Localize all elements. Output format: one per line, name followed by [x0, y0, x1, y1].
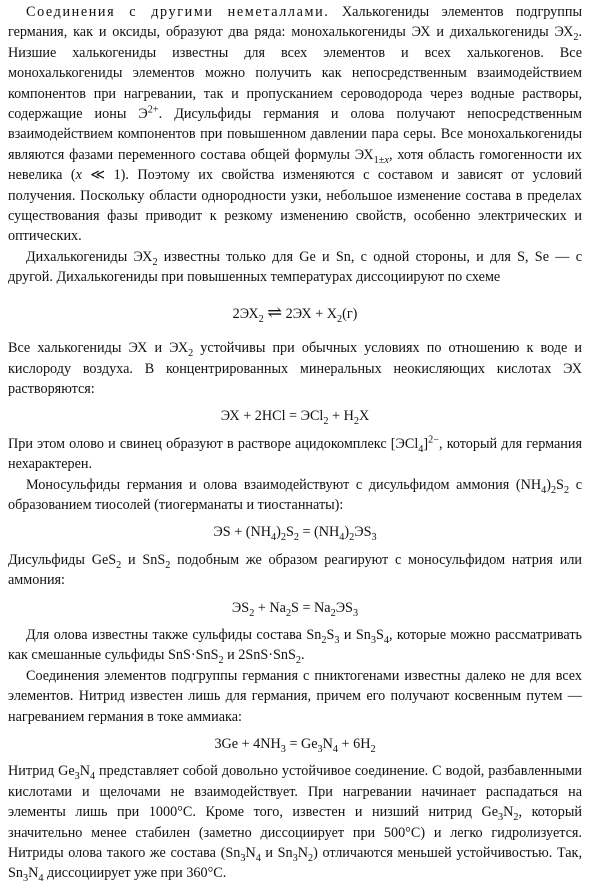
paragraph-chalcogenides	[8, 2, 582, 247]
paragraph-stability: Все халькогениды ЭХ и $ЭХ_2$ устойчивы при обычных условиях по отношению к воде и кислороду воздуха. В концентрированных минеральных неокисляющих кислотах ЭХ растворяются:	[8, 340, 582, 397]
paragraph-disulfides: Дисульфиды GeS$_2$ и SnS$_2$ подобным же образом реагируют с моносульфидом натрия или аммония:	[8, 551, 582, 589]
equation-dissociation: $2ЭХ_2$ ⇌ $2ЭХ + Х_2(г)$	[232, 301, 358, 325]
paragraph-chalcogenides-text: Халькогениды элементов подгруппы германия, как и оксиды, образуют два ряда: монохалькогениды ЭХ и дихалькогениды $ЭХ_2$. Низшие халькогениды известны для всех элементов и всех халькогенов. Все монохалькогениды элементов можно получить как непосредственным взаимодействием компонентов при нагревании, так и пропусканием сероводорода через водные растворы, содержащие ионы $Э^{2+}$. Дисульфиды германия и олова получают непосредственным взаимодействием компонентов при повышенном давлении пара серы. Все монохалькогениды являются фазами переменного состава общей формулы $ЭХ_{1\pm x}$, хотя область гомогенности их невелика (x ≪ 1). Поэтому их свойства изменяются с составом и зависят от условий получения. Поскольку области однородности узки, небольшое изменение состава в пределах существования фазы приводит к резкому изменению свойств, особенно электрических и оптических.	[8, 4, 583, 245]
paragraph-dichalcogenides: Дихалькогениды $ЭХ_2$ известны только для Ge и Sn, с одной стороны, и для S, Se — с другой. Дихалькогениды при повышенных температурах диссоциируют по схеме	[8, 248, 582, 286]
paragraph-thiosalts: Моносульфиды германия и олова взаимодействуют с дисульфидом аммония $(NH_4)_2S_2$ с образованием тиосолей (тиогерманаты и тиостаннаты):	[8, 476, 582, 513]
paragraph-pnictogens: Соединения элементов подгруппы германия с пниктогенами известны далеко не для всех элементов. Нитрид известен лишь для германия, причем его получают косвенным путем — нагреванием германия в токе аммиака:	[8, 667, 582, 725]
paragraph-tin-sulfides: Для олова известны также сульфиды состава $Sn_2S_3$ и $Sn_3S_4$, которые можно рассматривать как смешанные сульфиды SnS·SnS$_2$ и 2SnS·SnS$_2$.	[8, 626, 582, 667]
paragraph-nitride-properties: Нитрид $Ge_3N_4$ представляет собой довольно устойчивое соединение. С водой, разбавленными кислотами и щелочами не взаимодействует. При нагревании начинает распадаться на элементы лишь при 1000°C. Кроме того, известен и низший нитрид $Ge_3N_2$, который значительно менее стабилен (заметно диссоциирует при 500°C) и легко гидролизуется. Нитриды олова такого же состава ($Sn_3N_4$ и $Sn_3N_2$) отличаются меньшей устойчивостью. Так, $Sn_3N_4$ диссоциирует уже при 360°C.	[8, 763, 582, 884]
section-lead: Соединения с другими неметаллами.	[26, 4, 330, 20]
equation-nitride: $3Ge + 4NH_3 = Ge_3N_4 + 6H_2$	[214, 736, 376, 755]
equation-na2s: $ЭS_2 + Na_2S = Na_2ЭS_3$	[231, 599, 359, 619]
equation-hcl: ЭХ + $2HCl = ЭCl_2 + H_2X$	[220, 408, 370, 428]
paragraph-acidocomplex: При этом олово и свинец образуют в растворе ацидокомплекс $[ЭCl_4]^{2-}$, который для германия нехарактерен.	[8, 433, 582, 473]
equation-thiosalt: ЭS + $(NH_4)_2S_2 = (NH_4)_2ЭS_3$	[213, 524, 377, 544]
